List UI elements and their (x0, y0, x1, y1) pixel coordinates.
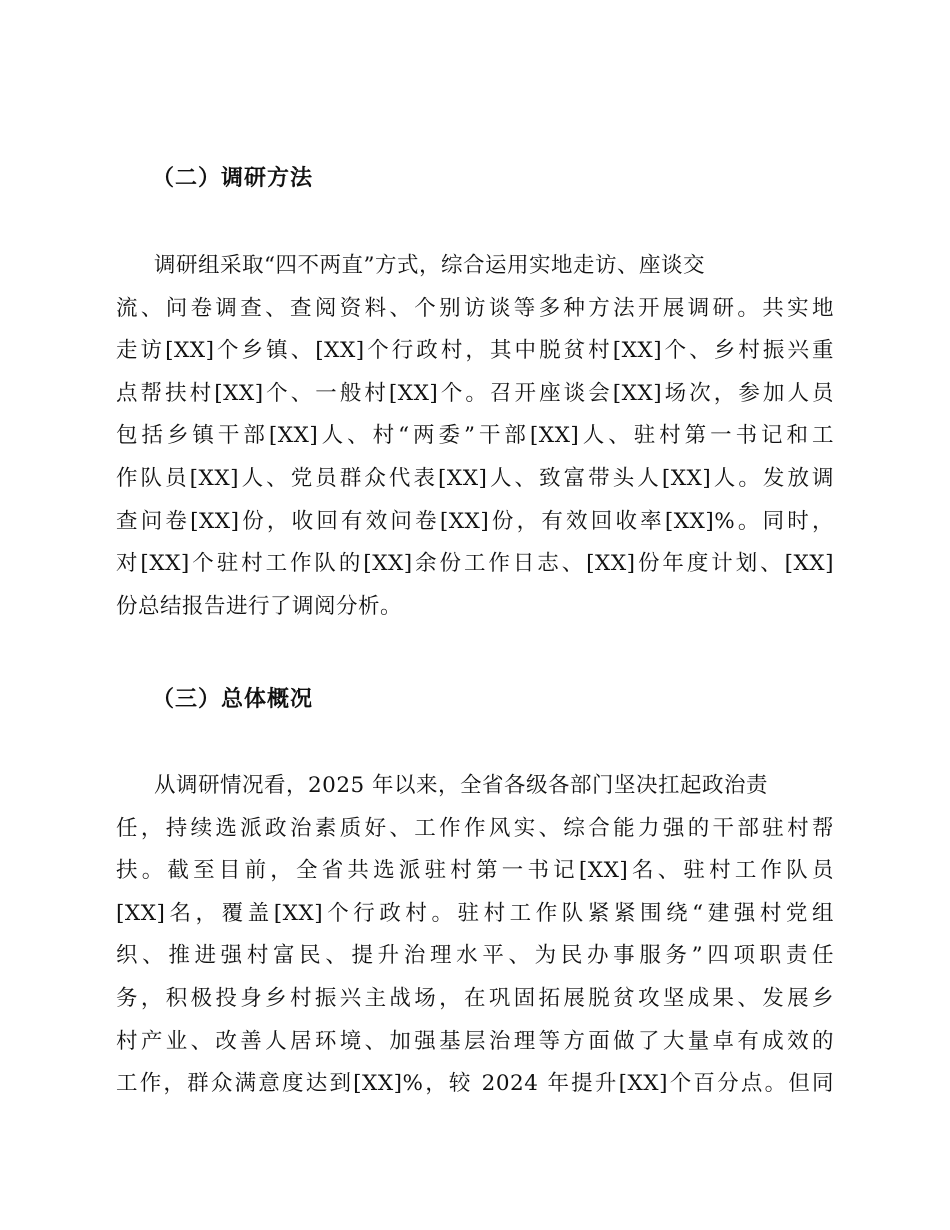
section-heading-research-methods: （二）调研方法 (152, 165, 314, 191)
paragraph-line: 任，持续选派政治素质好、工作作风实、综合能力强的干部驻村帮 (116, 815, 834, 841)
paragraph-line: 务，积极投身乡村振兴主战场，在巩固拓展脱贫攻坚成果、发展乡 (116, 985, 834, 1011)
paragraph-line: 调研组采取“四不两直”方式，综合运用实地走访、座谈交 (154, 253, 705, 278)
paragraph-overview (116, 765, 834, 1106)
paragraph-line: 从调研情况看，2025 年以来，全省各级各部门坚决扛起政治责 (154, 773, 769, 798)
paragraph-line: 工作，群众满意度达到[XX]%，较 2024 年提升[XX]个百分点。但同 (116, 1071, 834, 1097)
section-heading-overview: （三）总体概况 (152, 686, 314, 712)
paragraph-line: 份总结报告进行了调阅分析。 (116, 593, 403, 619)
paragraph-line: 走访[XX]个乡镇、[XX]个行政村，其中脱贫村[XX]个、乡村振兴重 (116, 338, 834, 364)
paragraph-line: [XX]名，覆盖[XX]个行政村。驻村工作队紧紧围绕“建强村党组 (116, 900, 834, 926)
paragraph-line: 作队员[XX]人、党员群众代表[XX]人、致富带头人[XX]人。发放调 (116, 465, 834, 491)
paragraph-line: 对[XX]个驻村工作队的[XX]余份工作日志、[XX]份年度计划、[XX] (116, 551, 834, 577)
paragraph-line: 扶。截至目前，全省共选派驻村第一书记[XX]名、驻村工作队员 (116, 858, 834, 884)
paragraph-line: 包括乡镇干部[XX]人、村“两委”干部[XX]人、驻村第一书记和工 (116, 423, 834, 449)
paragraph-line: 织、推进强村富民、提升治理水平、为民办事服务”四项职责任 (116, 943, 834, 969)
paragraph-line: 流、问卷调查、查阅资料、个别访谈等多种方法开展调研。共实地 (116, 295, 834, 321)
paragraph-line: 查问卷[XX]份，收回有效问卷[XX]份，有效回收率[XX]%。同时， (116, 508, 834, 534)
paragraph-line: 村产业、改善人居环境、加强基层治理等方面做了大量卓有成效的 (116, 1028, 834, 1054)
paragraph-line: 点帮扶村[XX]个、一般村[XX]个。召开座谈会[XX]场次，参加人员 (116, 380, 834, 406)
paragraph-research-methods (116, 245, 834, 628)
